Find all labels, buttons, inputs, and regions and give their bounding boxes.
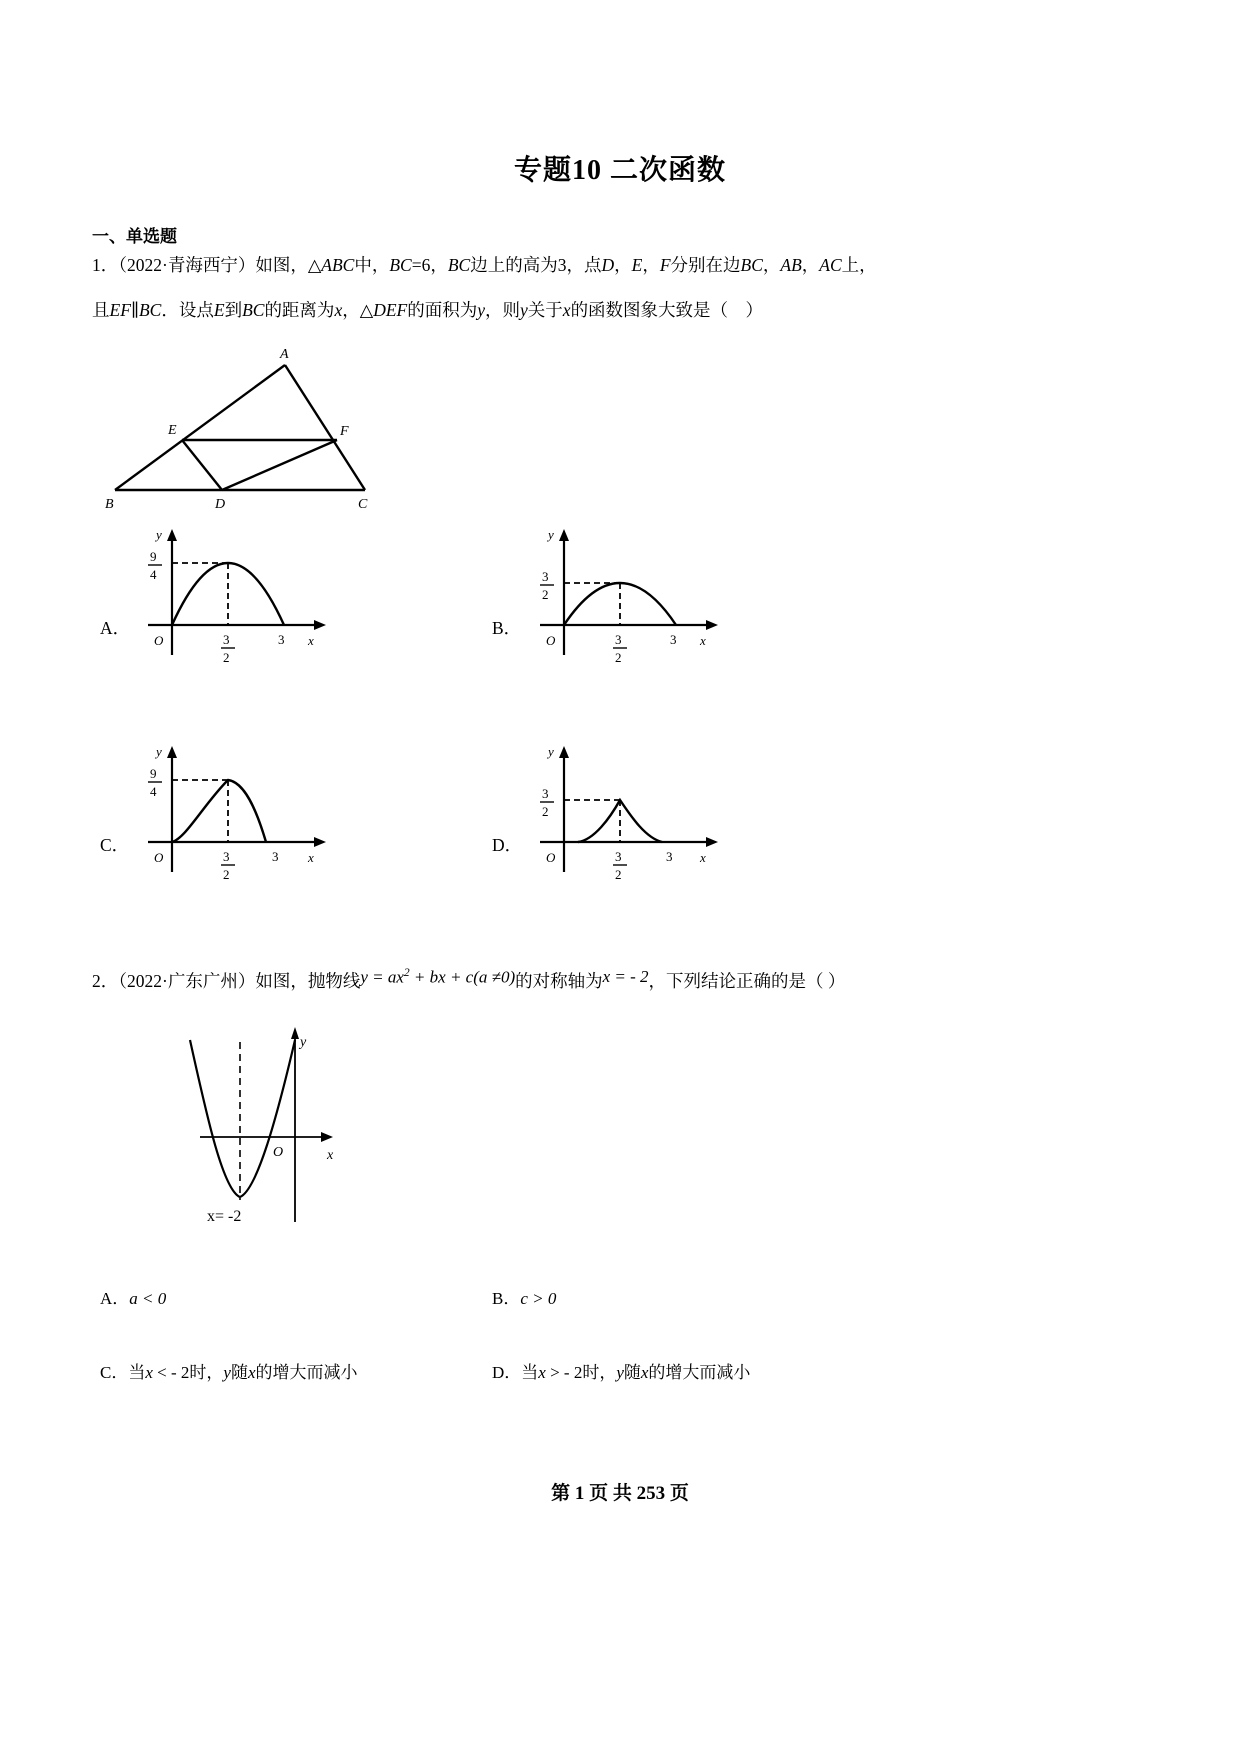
- xtick-3-a: 3: [278, 632, 285, 647]
- origin-label-q2: O: [273, 1145, 284, 1160]
- page-footer: 第 1 页 共 253 页: [551, 1483, 689, 1504]
- ytick-den-d: 2: [542, 804, 549, 819]
- symmetry-axis-label-q2: x= -2: [207, 1208, 242, 1225]
- xtick-num-b: 3: [615, 632, 622, 647]
- y-axis-label-b: y: [548, 527, 554, 542]
- choice-a-letter: A．: [100, 1289, 130, 1308]
- choice-d[interactable]: [492, 1358, 750, 1383]
- choice-c-text: 当x < - 2时，y随x的增大而减小: [128, 1363, 358, 1382]
- question-2-line-1: [92, 965, 1162, 996]
- origin-label-a: O: [154, 633, 164, 648]
- origin-label-c: O: [154, 850, 164, 865]
- xtick-num-c: 3: [223, 849, 230, 864]
- question-2-number: 2．: [92, 971, 119, 991]
- label-E: E: [168, 423, 177, 438]
- xtick-den-b: 2: [615, 650, 622, 665]
- x-axis-label-c: x: [308, 850, 314, 865]
- x-axis-label-a: x: [308, 633, 314, 648]
- xtick-den-d: 2: [615, 867, 622, 882]
- y-axis-label-a: y: [156, 527, 162, 542]
- question-1-line-1: [92, 252, 1152, 278]
- xtick-3-d: 3: [666, 849, 673, 864]
- question-1-source: （2022·青海西宁）: [118, 255, 256, 275]
- option-c-letter[interactable]: C．: [100, 835, 130, 855]
- option-c-graph[interactable]: [140, 742, 350, 882]
- ytick-num-a: 9: [150, 549, 157, 564]
- option-d-graph[interactable]: [532, 742, 742, 882]
- origin-label-d: O: [546, 850, 556, 865]
- y-axis-label-q2: y: [300, 1035, 307, 1050]
- question-2-source: （2022·广东广州）: [118, 971, 256, 991]
- page-title: 专题10 二次函数: [513, 155, 726, 186]
- question-1-text-2: 且EF∥BC．设点E到BC的距离为x，△DEF的面积为y，则y关于x的函数图象大致是（ ）: [92, 300, 764, 320]
- choice-a[interactable]: [100, 1284, 166, 1309]
- origin-label-b: O: [546, 633, 556, 648]
- question-1-text-1: 如图，△ABC中，BC=6，BC边上的高为3，点D，E，F分别在边BC，AB，AC上，: [255, 255, 877, 275]
- y-axis-label-d: y: [548, 744, 554, 759]
- ytick-den-b: 2: [542, 587, 549, 602]
- ytick-den-a: 4: [150, 567, 157, 582]
- choice-b-letter: B．: [492, 1289, 521, 1308]
- option-b-graph[interactable]: [532, 525, 742, 665]
- question-1-number: 1．: [92, 255, 119, 275]
- question-1-line-2: [92, 297, 1152, 323]
- question-2-text-middle: 的对称轴为: [515, 971, 603, 991]
- question-2-formula: $y = ax^2$ + bx + c(a ≠0): [360, 965, 516, 987]
- x-axis-label-q2: x: [327, 1148, 334, 1163]
- xtick-3-c: 3: [272, 849, 279, 864]
- figure-parabola-symmetry: [95, 1022, 425, 1232]
- option-a-graph[interactable]: [140, 525, 350, 665]
- figure-triangle-abc-def: [100, 340, 420, 515]
- xtick-num-d: 3: [615, 849, 622, 864]
- xtick-num-a: 3: [223, 632, 230, 647]
- label-D: D: [215, 497, 226, 512]
- choice-d-text: 当x > - 2时，y随x的增大而减小: [521, 1363, 751, 1382]
- choice-b[interactable]: [492, 1284, 556, 1309]
- question-2-text-before: 如图，抛物线: [255, 971, 361, 991]
- label-A: A: [280, 347, 289, 362]
- ytick-num-c: 9: [150, 766, 157, 781]
- ytick-num-b: 3: [542, 569, 549, 584]
- option-a-letter[interactable]: A．: [100, 618, 131, 638]
- option-b-letter[interactable]: B．: [492, 618, 522, 638]
- x-axis-label-b: x: [700, 633, 706, 648]
- question-2-text-after: ，下列结论正确的是（ ）: [648, 971, 846, 991]
- option-d-letter[interactable]: D．: [492, 835, 523, 855]
- y-axis-label-c: y: [156, 744, 162, 759]
- xtick-den-a: 2: [223, 650, 230, 665]
- choice-c[interactable]: [100, 1358, 357, 1383]
- label-B: B: [105, 497, 114, 512]
- choice-b-text: c > 0: [520, 1289, 557, 1308]
- choice-d-letter: D．: [492, 1363, 522, 1382]
- xtick-den-c: 2: [223, 867, 230, 882]
- choice-a-text: a < 0: [129, 1289, 167, 1308]
- label-F: F: [340, 424, 349, 439]
- ytick-den-c: 4: [150, 784, 157, 799]
- label-C: C: [358, 497, 368, 512]
- xtick-3-b: 3: [670, 632, 677, 647]
- ytick-num-d: 3: [542, 786, 549, 801]
- section-heading-single-choice: 一、单选题: [92, 227, 177, 246]
- choice-c-letter: C．: [100, 1363, 129, 1382]
- question-2-axis: x = - 2: [602, 967, 649, 987]
- x-axis-label-d: x: [700, 850, 706, 865]
